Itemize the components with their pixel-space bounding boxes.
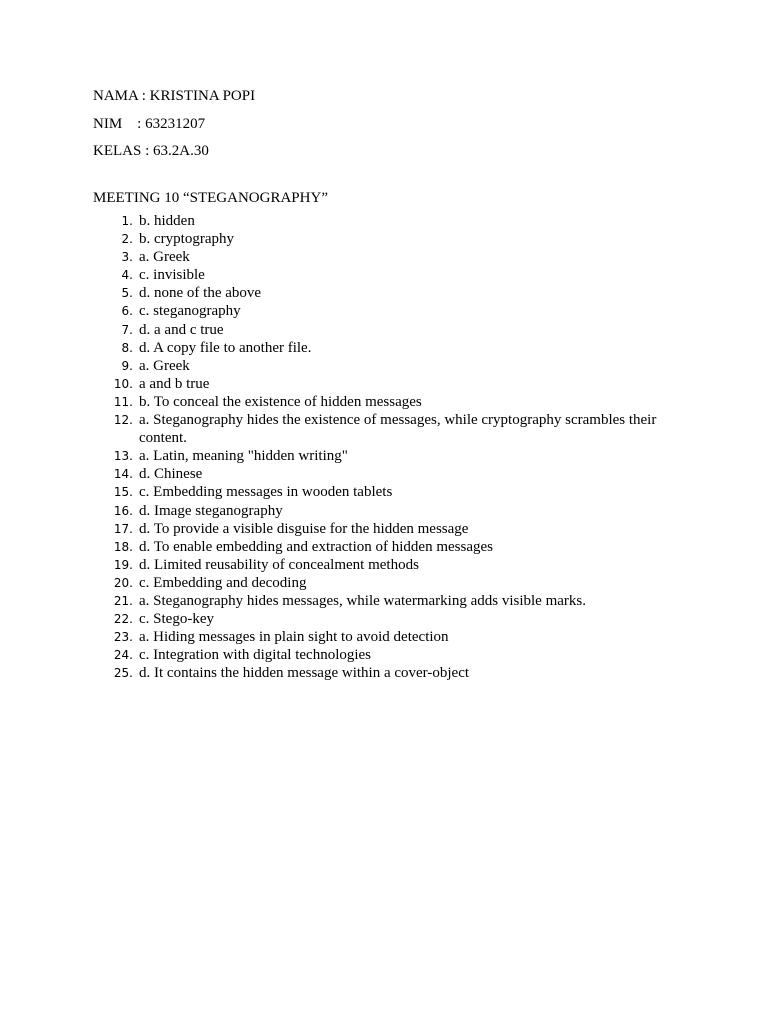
item-number: 2. xyxy=(121,232,133,247)
item-text: b. To conceal the existence of hidden messages xyxy=(139,393,422,410)
list-item xyxy=(93,411,693,447)
item-text: a and b true xyxy=(139,375,210,392)
item-number: 21. xyxy=(113,593,133,608)
list-item xyxy=(93,610,693,628)
item-text: d. A copy file to another file. xyxy=(139,339,312,356)
list-item xyxy=(93,375,693,393)
item-number: 6. xyxy=(121,304,133,319)
list-item xyxy=(93,592,693,610)
answer-list xyxy=(93,212,693,682)
document-page xyxy=(93,86,693,682)
item-number: 13. xyxy=(113,449,133,464)
item-text: d. To enable embedding and extraction of hidden messages xyxy=(139,538,493,555)
item-text: d. It contains the hidden message within a cover-object xyxy=(139,665,470,682)
item-number: 14. xyxy=(113,467,133,482)
list-item xyxy=(93,212,693,230)
item-text: a. Greek xyxy=(139,249,190,266)
item-number: 17. xyxy=(113,521,133,536)
student-name-line: NAMA : KRISTINA POPI xyxy=(93,88,256,104)
item-number: 5. xyxy=(121,286,133,301)
item-text: c. Stego-key xyxy=(139,611,214,628)
student-kelas-line: KELAS : 63.2A.30 xyxy=(93,143,209,159)
list-item xyxy=(93,628,693,646)
item-number: 19. xyxy=(113,557,133,572)
list-item xyxy=(93,447,693,465)
item-text: a. Steganography hides messages, while watermarking adds visible marks. xyxy=(139,592,586,609)
item-number: 20. xyxy=(113,575,133,590)
list-item xyxy=(93,465,693,483)
list-item xyxy=(93,393,693,411)
item-text: b. cryptography xyxy=(139,231,234,248)
list-item xyxy=(93,230,693,248)
list-item xyxy=(93,646,693,664)
item-text: d. Limited reusability of concealment methods xyxy=(139,556,419,573)
item-number: 11. xyxy=(113,394,133,409)
item-text: a. Greek xyxy=(139,357,190,374)
item-text: c. Embedding messages in wooden tablets xyxy=(139,484,393,501)
item-text: a. Latin, meaning "hidden writing" xyxy=(139,448,348,465)
item-text: d. a and c true xyxy=(139,321,224,338)
list-item xyxy=(93,483,693,501)
item-number: 24. xyxy=(113,648,133,663)
list-item xyxy=(93,266,693,284)
item-number: 15. xyxy=(113,485,133,500)
item-number: 9. xyxy=(121,358,133,373)
item-number: 25. xyxy=(113,666,133,681)
list-item xyxy=(93,357,693,375)
list-item xyxy=(93,520,693,538)
item-number: 10. xyxy=(113,376,133,391)
item-text: c. Embedding and decoding xyxy=(139,574,307,591)
list-item xyxy=(93,302,693,320)
item-text: d. To provide a visible disguise for the hidden message xyxy=(139,520,469,537)
item-text: c. invisible xyxy=(139,267,205,284)
item-number: 22. xyxy=(113,612,133,627)
student-nim-line: NIM : 63231207 xyxy=(93,115,206,132)
item-number: 23. xyxy=(113,630,133,645)
item-text: d. Image steganography xyxy=(139,502,283,519)
item-number: 4. xyxy=(121,268,133,283)
item-number: 18. xyxy=(113,539,133,554)
item-number: 8. xyxy=(121,340,133,355)
list-item xyxy=(93,556,693,574)
item-number: 3. xyxy=(121,250,133,265)
list-item xyxy=(93,502,693,520)
item-text: a. Hiding messages in plain sight to avoid detection xyxy=(139,629,449,646)
item-number: 12. xyxy=(113,413,133,428)
item-text: d. none of the above xyxy=(139,285,262,302)
item-number: 7. xyxy=(121,322,133,337)
item-number: 16. xyxy=(113,503,133,518)
list-item xyxy=(93,248,693,266)
item-text: a. Steganography hides the existence of messages, while cryptography scrambles their content. xyxy=(139,412,657,447)
item-text: c. steganography xyxy=(139,303,241,320)
item-text: b. hidden xyxy=(139,213,195,229)
item-text: c. Integration with digital technologies xyxy=(139,647,372,664)
list-item xyxy=(93,321,693,339)
list-item xyxy=(93,284,693,302)
item-text: d. Chinese xyxy=(139,466,203,483)
item-number: 1. xyxy=(121,214,133,228)
meeting-title: MEETING 10 “STEGANOGRAPHY” xyxy=(93,190,328,206)
list-item xyxy=(93,339,693,357)
list-item xyxy=(93,664,693,682)
list-item xyxy=(93,574,693,592)
list-item xyxy=(93,538,693,556)
